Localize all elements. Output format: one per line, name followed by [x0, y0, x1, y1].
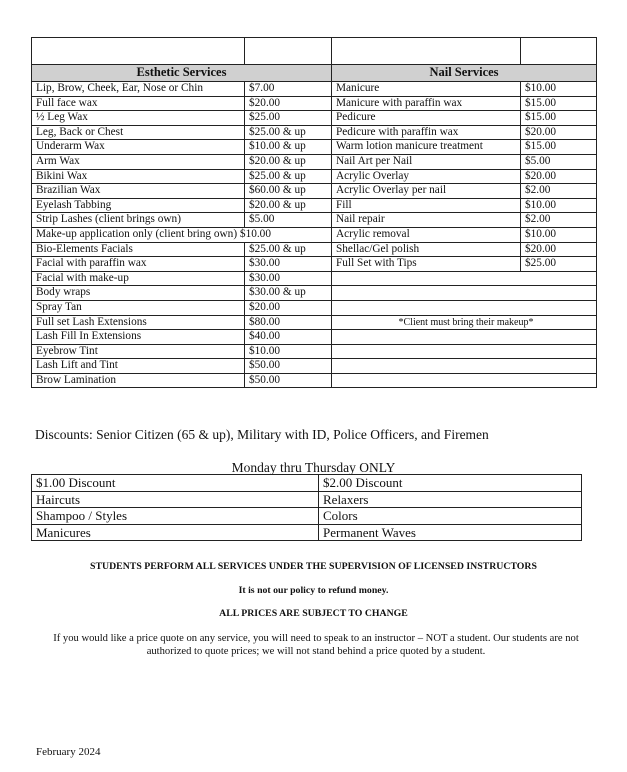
esthetic-service-name: Facial with paraffin wax — [32, 257, 245, 272]
nail-service-name: Warm lotion manicure treatment — [332, 140, 521, 155]
nail-service-price: $15.00 — [521, 140, 597, 155]
esthetic-service-price: $7.00 — [245, 82, 332, 97]
nail-service-name: Shellac/Gel polish — [332, 242, 521, 257]
esthetic-service-name: Leg, Back or Chest — [32, 125, 245, 140]
esthetic-service-name: Full set Lash Extensions — [32, 315, 245, 330]
price-row — [32, 184, 597, 199]
esthetic-service-price: $30.00 — [245, 257, 332, 272]
price-row — [32, 96, 597, 111]
esthetic-service-name: Eyebrow Tint — [32, 344, 245, 359]
price-row — [32, 373, 597, 388]
nail-header: Nail Services — [332, 65, 597, 82]
price-row — [32, 198, 597, 213]
quote-notice: If you would like a price quote on any service, you will need to speak to an instructor – NOT a student. Our students are not authorized to quote prices; we will not stand behind a price quoted by a student. — [53, 633, 579, 657]
price-row — [32, 257, 597, 272]
nail-service-price: $2.00 — [521, 184, 597, 199]
nail-service-price: $20.00 — [521, 125, 597, 140]
nail-service-price: $5.00 — [521, 154, 597, 169]
price-row — [32, 82, 597, 97]
discount-right-cell: Relaxers — [319, 491, 582, 508]
esthetic-service-name: Make-up application only (client bring own) $10.00 — [32, 227, 332, 242]
nail-service-price: $10.00 — [521, 82, 597, 97]
nail-service-price: $20.00 — [521, 242, 597, 257]
price-row — [32, 271, 597, 286]
discount-right-cell: Colors — [319, 508, 582, 525]
esthetic-service-name: Spray Tan — [32, 300, 245, 315]
esthetic-service-name: Facial with make-up — [32, 271, 245, 286]
esthetic-service-name: Strip Lashes (client brings own) — [32, 213, 245, 228]
nail-empty-cell — [332, 359, 597, 374]
price-row — [32, 169, 597, 184]
esthetic-service-price: $25.00 & up — [245, 242, 332, 257]
esthetic-service-price: $25.00 & up — [245, 125, 332, 140]
nail-service-name: Acrylic removal — [332, 227, 521, 242]
nail-service-name: Nail Art per Nail — [332, 154, 521, 169]
esthetic-service-name: Brazilian Wax — [32, 184, 245, 199]
discount-row — [32, 491, 582, 508]
esthetic-service-name: Body wraps — [32, 286, 245, 301]
esthetic-service-price: $20.00 — [245, 300, 332, 315]
nail-service-price: $15.00 — [521, 96, 597, 111]
nail-service-price: $25.00 — [521, 257, 597, 272]
esthetic-service-price: $80.00 — [245, 315, 332, 330]
esthetic-service-name: Lash Lift and Tint — [32, 359, 245, 374]
esthetic-service-name: Brow Lamination — [32, 373, 245, 388]
nail-service-name: Full Set with Tips — [332, 257, 521, 272]
esthetic-service-price: $25.00 & up — [245, 169, 332, 184]
price-row — [32, 286, 597, 301]
esthetic-service-name: ½ Leg Wax — [32, 111, 245, 126]
discount-table — [31, 474, 582, 541]
client-makeup-note: *Client must bring their makeup* — [332, 315, 597, 330]
price-row — [32, 330, 597, 345]
discount-row — [32, 508, 582, 525]
esthetic-service-price: $30.00 — [245, 271, 332, 286]
price-row — [32, 111, 597, 126]
esthetic-header: Esthetic Services — [32, 65, 332, 82]
esthetic-service-name: Lash Fill In Extensions — [32, 330, 245, 345]
esthetic-service-name: Lip, Brow, Cheek, Ear, Nose or Chin — [32, 82, 245, 97]
nail-service-name: Pedicure — [332, 111, 521, 126]
nail-service-name: Pedicure with paraffin wax — [332, 125, 521, 140]
esthetic-service-price: $20.00 & up — [245, 198, 332, 213]
esthetic-service-price: $60.00 & up — [245, 184, 332, 199]
discount-right-cell: Permanent Waves — [319, 524, 582, 541]
nail-empty-cell — [332, 330, 597, 345]
price-row — [32, 213, 597, 228]
esthetic-service-price: $50.00 — [245, 359, 332, 374]
esthetic-service-price: $10.00 & up — [245, 140, 332, 155]
esthetic-service-name: Arm Wax — [32, 154, 245, 169]
price-table-body — [32, 38, 597, 388]
discount-right-cell: $2.00 Discount — [319, 475, 582, 492]
discount-left-cell: Shampoo / Styles — [32, 508, 319, 525]
nail-service-price: $2.00 — [521, 213, 597, 228]
esthetic-service-name: Full face wax — [32, 96, 245, 111]
price-table — [31, 37, 597, 388]
discount-text: Discounts: Senior Citizen (65 & up), Military with ID, Police Officers, and Firemen — [35, 427, 489, 442]
esthetic-service-price: $25.00 — [245, 111, 332, 126]
esthetic-service-name: Eyelash Tabbing — [32, 198, 245, 213]
esthetic-service-name: Bikini Wax — [32, 169, 245, 184]
price-row — [32, 344, 597, 359]
prices-notice: ALL PRICES ARE SUBJECT TO CHANGE — [219, 608, 408, 619]
nail-service-name: Acrylic Overlay per nail — [332, 184, 521, 199]
esthetic-service-name: Underarm Wax — [32, 140, 245, 155]
esthetic-service-price: $20.00 — [245, 96, 332, 111]
esthetic-service-price: $10.00 — [245, 344, 332, 359]
nail-service-price: $10.00 — [521, 198, 597, 213]
discount-days: Monday thru Thursday ONLY — [231, 460, 396, 475]
nail-service-price: $10.00 — [521, 227, 597, 242]
price-row — [32, 154, 597, 169]
nail-service-name: Manicure with paraffin wax — [332, 96, 521, 111]
nail-service-price: $20.00 — [521, 169, 597, 184]
price-row — [32, 242, 597, 257]
nail-service-name: Fill — [332, 198, 521, 213]
blank-top-row — [32, 38, 597, 65]
header-row — [32, 65, 597, 82]
nail-empty-cell — [332, 373, 597, 388]
esthetic-service-price: $5.00 — [245, 213, 332, 228]
document-date: February 2024 — [36, 746, 101, 758]
esthetic-service-price: $30.00 & up — [245, 286, 332, 301]
refund-notice: It is not our policy to refund money. — [238, 585, 389, 596]
nail-empty-cell — [332, 271, 597, 286]
price-row — [32, 359, 597, 374]
nail-service-price: $15.00 — [521, 111, 597, 126]
price-row — [32, 140, 597, 155]
price-row — [32, 300, 597, 315]
nail-empty-cell — [332, 286, 597, 301]
esthetic-service-name: Bio-Elements Facials — [32, 242, 245, 257]
discount-row — [32, 524, 582, 541]
esthetic-service-price: $40.00 — [245, 330, 332, 345]
price-row — [32, 125, 597, 140]
supervision-notice: STUDENTS PERFORM ALL SERVICES UNDER THE SUPERVISION OF LICENSED INSTRUCTORS — [90, 561, 537, 572]
discount-table-body — [32, 475, 582, 541]
discount-left-cell: Manicures — [32, 524, 319, 541]
esthetic-service-price: $20.00 & up — [245, 154, 332, 169]
discount-left-cell: $1.00 Discount — [32, 475, 319, 492]
nail-service-name: Nail repair — [332, 213, 521, 228]
price-row — [32, 315, 597, 330]
nail-empty-cell — [332, 300, 597, 315]
nail-service-name: Acrylic Overlay — [332, 169, 521, 184]
nail-service-name: Manicure — [332, 82, 521, 97]
nail-empty-cell — [332, 344, 597, 359]
esthetic-service-price: $50.00 — [245, 373, 332, 388]
discount-row — [32, 475, 582, 492]
price-row — [32, 227, 597, 242]
discount-left-cell: Haircuts — [32, 491, 319, 508]
